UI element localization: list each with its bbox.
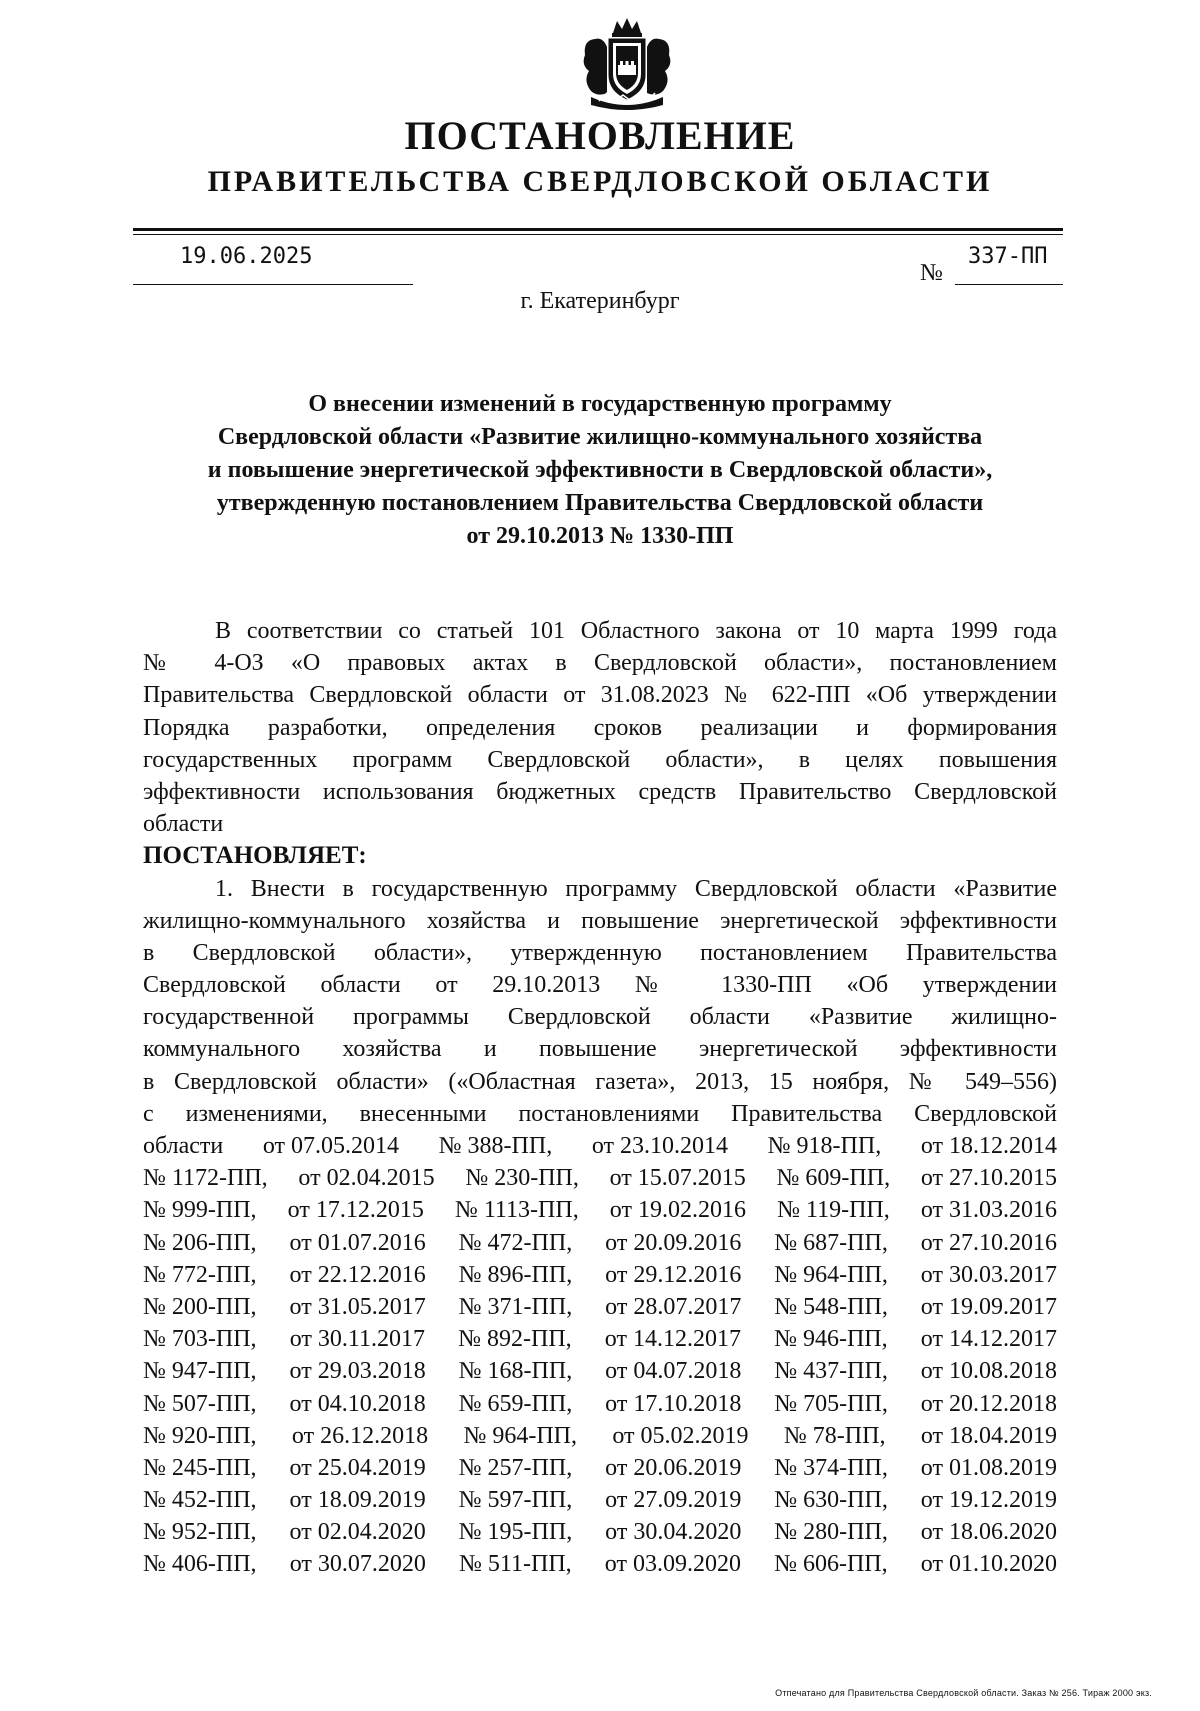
document-date: 19.06.2025 [180, 244, 313, 269]
amendment-cell: № 1113-ПП, [454, 1197, 579, 1224]
amendment-cell: № 892-ПП, [458, 1326, 572, 1353]
clause-line: Свердловской области от 29.10.2013 № 1330-ПП «Об утверждении [143, 972, 1057, 999]
preamble-line: В соответствии со статьей 101 Областного закона от 10 марта 1999 года [215, 618, 1057, 644]
amendment-cell: от 30.03.2017 [920, 1261, 1057, 1288]
amendment-row [143, 1259, 1057, 1291]
amendment-cell: № 1172-ПП, [143, 1165, 268, 1192]
heading-line: Свердловской области «Развитие жилищно-коммунального хозяйства [217, 424, 983, 450]
amendment-cell: № 659-ПП, [458, 1390, 573, 1417]
amendment-cell: от 19.12.2019 [920, 1487, 1057, 1514]
amendment-cell: № 999-ПП, [143, 1197, 257, 1224]
print-note: Отпечатано для Правительства Свердловской области. Заказ № 256. Тираж 2000 экз. [775, 1688, 1152, 1698]
amendment-cell: от 26.12.2018 [291, 1422, 429, 1449]
document-number: 337-ПП [968, 244, 1048, 269]
amendment-cell: от 01.10.2020 [920, 1551, 1057, 1578]
amendment-cell: № 896-ПП, [458, 1261, 573, 1288]
amendment-cell: от 03.09.2020 [604, 1551, 741, 1578]
amendment-row [143, 1162, 1057, 1194]
amendment-row [143, 1516, 1057, 1548]
amendment-cell: № 452-ПП, [143, 1487, 257, 1514]
amendment-cell: № 964-ПП, [774, 1261, 888, 1288]
amendment-cell: № 772-ПП, [143, 1261, 257, 1288]
amendment-cell: от 14.12.2017 [920, 1326, 1057, 1353]
amendment-row [143, 1388, 1057, 1420]
amendment-cell: № 507-ПП, [143, 1390, 257, 1417]
preamble-line: области [143, 811, 224, 838]
amendment-cell: № 472-ПП, [458, 1229, 573, 1256]
date-underline [133, 284, 413, 285]
amendment-cell: № 168-ПП, [458, 1358, 573, 1385]
amendment-cell: от 17.10.2018 [605, 1390, 742, 1417]
amendment-cell: № 200-ПП, [143, 1293, 257, 1320]
amendment-cell: № 511-ПП, [458, 1551, 572, 1578]
amendment-cell: № 280-ПП, [774, 1519, 888, 1546]
amendment-cell: № 388-ПП, [438, 1133, 553, 1159]
amendment-cell: от 14.12.2017 [604, 1326, 741, 1353]
amendment-cell: № 406-ПП, [143, 1551, 257, 1578]
header-rule-thick [133, 228, 1063, 231]
amendment-cell: от 22.12.2016 [289, 1261, 426, 1288]
amendment-row [143, 1548, 1057, 1580]
number-underline [955, 284, 1063, 285]
amendment-cell: № 705-ПП, [774, 1390, 888, 1417]
amendment-cell: № 947-ПП, [143, 1358, 257, 1385]
amendment-cell: от 18.06.2020 [920, 1519, 1057, 1546]
amendment-cell: от 01.07.2016 [289, 1229, 426, 1256]
city-name: г. Екатеринбург [520, 288, 680, 314]
amendment-cell: № 245-ПП, [143, 1454, 257, 1481]
preamble-line: Порядка разработки, определения сроков реализации и формирования [143, 714, 1057, 741]
amendment-cell: от 19.02.2016 [609, 1197, 746, 1224]
document-type-title: ПОСТАНОВЛЕНИЕ [404, 113, 796, 158]
heading-line: и повышение энергетической эффективности в Свердловской области», [207, 457, 993, 483]
amendment-cell: № 703-ПП, [143, 1326, 257, 1353]
amendment-cell: от 18.12.2014 [920, 1133, 1057, 1159]
amendment-row [143, 1484, 1057, 1516]
amendment-cell: от 29.03.2018 [289, 1358, 426, 1385]
amendment-cell: от 25.04.2019 [289, 1454, 426, 1481]
amendment-cell: от 27.10.2016 [920, 1229, 1057, 1256]
amendment-cell: № 918-ПП, [767, 1133, 882, 1159]
amendment-cell: № 606-ПП, [774, 1551, 888, 1578]
amendment-cell: от 28.07.2017 [605, 1293, 742, 1320]
amendment-row [143, 1291, 1057, 1323]
amendment-cell: № 964-ПП, [463, 1422, 578, 1449]
clause-line: 1. Внести в государственную программу Свердловской области «Развитие [215, 875, 1057, 902]
amendment-row [143, 1227, 1057, 1259]
amendment-cell: от 07.05.2014 [262, 1133, 400, 1159]
amendment-cell: от 01.08.2019 [920, 1454, 1057, 1481]
amendment-cell: области [143, 1133, 224, 1159]
amendment-cell: от 20.06.2019 [605, 1454, 742, 1481]
amendment-cell: от 04.10.2018 [289, 1390, 426, 1417]
amendment-cell: от 31.05.2017 [289, 1293, 426, 1320]
amendment-cell: № 119-ПП, [777, 1197, 890, 1224]
amendment-cell: от 30.07.2020 [289, 1551, 426, 1578]
amendment-cell: от 27.09.2019 [605, 1487, 742, 1514]
sverdlovsk-coat-of-arms-icon [577, 15, 677, 115]
amendment-cell: № 548-ПП, [774, 1293, 888, 1320]
amendment-cell: от 30.11.2017 [289, 1326, 425, 1353]
clause-line: в Свердловской области», утвержденную постановлением Правительства [143, 939, 1057, 966]
amendment-cell: от 19.09.2017 [920, 1293, 1057, 1320]
preamble-line: № 4-ОЗ «О правовых актах в Свердловской области», постановлением [143, 650, 1057, 677]
amendment-cell: № 230-ПП, [465, 1165, 579, 1192]
document-body [143, 615, 1057, 1581]
clause-line: коммунального хозяйства и повышение энергетической эффективности [143, 1036, 1057, 1063]
amendment-cell: от 30.04.2020 [605, 1519, 742, 1546]
amendment-cell: № 952-ПП, [143, 1519, 257, 1546]
amendment-cell: от 02.04.2020 [289, 1519, 426, 1546]
amendment-row [143, 1355, 1057, 1387]
clause-line: жилищно-коммунального хозяйства и повышение энергетической эффективности [143, 907, 1057, 934]
amendment-cell: от 02.04.2015 [298, 1165, 435, 1192]
amendment-list [143, 1130, 1057, 1581]
amendment-cell: от 18.09.2019 [289, 1487, 426, 1514]
amendment-cell: от 23.10.2014 [591, 1133, 729, 1159]
amendment-cell: от 29.12.2016 [605, 1261, 742, 1288]
amendment-cell: от 31.03.2016 [920, 1197, 1057, 1224]
clause-line: государственной программы Свердловской области «Развитие жилищно- [143, 1004, 1057, 1031]
heading-line: О внесении изменений в государственную программу [308, 391, 892, 417]
amendment-row [143, 1194, 1057, 1226]
amendment-cell: № 78-ПП, [783, 1422, 886, 1449]
amendment-cell: от 18.04.2019 [920, 1422, 1057, 1449]
amendment-cell: № 437-ПП, [774, 1358, 888, 1385]
amendment-cell: от 20.09.2016 [605, 1229, 742, 1256]
amendment-cell: № 374-ПП, [774, 1454, 888, 1481]
amendment-cell: № 920-ПП, [143, 1422, 257, 1449]
amendment-row [143, 1130, 1057, 1162]
preamble-line: эффективности использования бюджетных средств Правительство Свердловской [143, 778, 1057, 805]
amendment-cell: № 371-ПП, [458, 1293, 573, 1320]
preamble-line: государственных программ Свердловской области», в целях повышения [143, 746, 1057, 773]
header-rule-thin [133, 234, 1063, 235]
amendment-cell: от 15.07.2015 [609, 1165, 746, 1192]
amendment-cell: № 609-ПП, [776, 1165, 891, 1192]
amendment-cell: от 05.02.2019 [612, 1422, 749, 1449]
issuer-title: ПРАВИТЕЛЬСТВА СВЕРДЛОВСКОЙ ОБЛАСТИ [207, 165, 993, 198]
heading-line: утвержденную постановлением Правительства Свердловской области [216, 490, 984, 516]
decree-keyword: ПОСТАНОВЛЯЕТ: [143, 842, 367, 870]
amendment-cell: от 17.12.2015 [287, 1197, 424, 1224]
amendment-cell: № 597-ПП, [458, 1487, 573, 1514]
amendment-cell: № 687-ПП, [774, 1229, 888, 1256]
clause-line: в Свердловской области» («Областная газета», 2013, 15 ноября, № 549–556) [143, 1068, 1057, 1095]
amendment-cell: от 27.10.2015 [920, 1165, 1057, 1192]
preamble-line: Правительства Свердловской области от 31.08.2023 № 622-ПП «Об утверждении [143, 682, 1057, 709]
amendment-cell: № 195-ПП, [458, 1519, 573, 1546]
amendment-row [143, 1452, 1057, 1484]
document-heading [143, 388, 1057, 553]
amendment-cell: № 630-ПП, [774, 1487, 888, 1514]
amendment-cell: № 206-ПП, [143, 1229, 257, 1256]
amendment-cell: № 257-ПП, [458, 1454, 573, 1481]
amendment-cell: от 20.12.2018 [920, 1390, 1057, 1417]
clause-line: с изменениями, внесенными постановлениями Правительства Свердловской [143, 1100, 1057, 1127]
amendment-cell: № 946-ПП, [774, 1326, 888, 1353]
number-sign: № [920, 260, 943, 286]
amendment-row [143, 1420, 1057, 1452]
amendment-cell: от 04.07.2018 [605, 1358, 742, 1385]
heading-line: от 29.10.2013 № 1330-ПП [466, 523, 734, 549]
amendment-cell: от 10.08.2018 [920, 1358, 1057, 1385]
amendment-row [143, 1323, 1057, 1355]
